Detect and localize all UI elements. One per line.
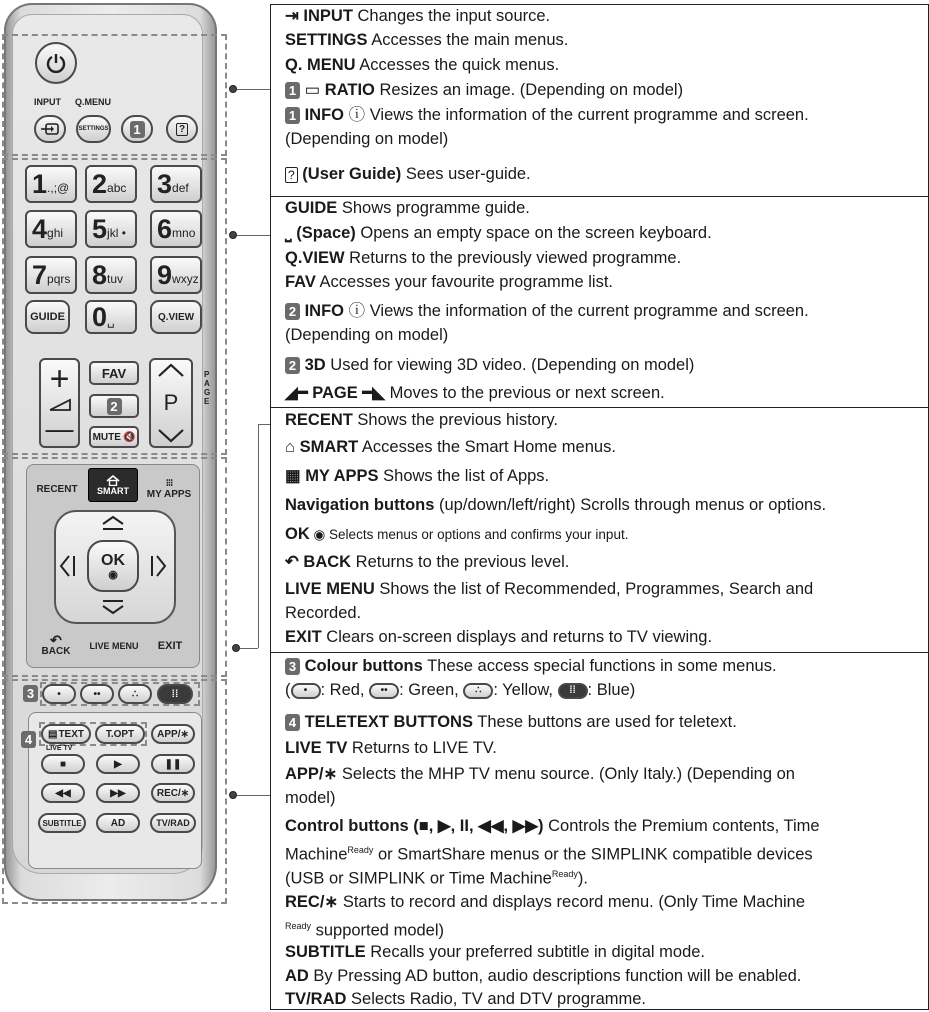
ok-text-icon: ◉ xyxy=(313,527,326,542)
number-button-6[interactable] xyxy=(150,210,202,248)
input-label: INPUT xyxy=(34,97,61,107)
tvrad-button[interactable]: TV/RAD xyxy=(150,813,196,833)
space-icon: ⎵ xyxy=(285,224,292,242)
green-dot-icon: •• xyxy=(93,688,101,700)
desc-fav: FAV Accesses your favourite programme list. xyxy=(285,273,613,291)
number-button-5[interactable] xyxy=(85,210,137,248)
desc-ad: AD By Pressing AD button, audio descriptions function will be enabled. xyxy=(285,967,802,985)
desc-teletext: 4 TELETEXT BUTTONS These buttons are used for teletext. xyxy=(285,712,737,732)
red-button[interactable] xyxy=(42,684,76,704)
nav-up-icon[interactable] xyxy=(100,514,126,532)
fastforward-button[interactable] xyxy=(96,783,140,803)
ratio-icon: ▭ xyxy=(304,81,321,99)
info-icon-2: ⓘ xyxy=(348,302,366,320)
power-icon xyxy=(45,52,67,74)
number-letters: pqrs xyxy=(47,272,71,286)
desc-smart: ⌂ SMART Accesses the Smart Home menus. xyxy=(285,438,616,456)
teletext-icon: ▤ xyxy=(47,728,58,740)
zero-digit: 0 xyxy=(92,301,107,332)
rec-button[interactable]: REC/∗ xyxy=(151,783,195,803)
input-arrow-icon: ⇥ xyxy=(285,7,299,25)
number-digit: 7 xyxy=(32,259,47,290)
guide-button[interactable]: GUIDE xyxy=(25,300,70,334)
leader-1 xyxy=(233,89,270,90)
livetv-label: LIVE TV xyxy=(46,745,73,752)
desc-myapps: ▦ MY APPS Shows the list of Apps. xyxy=(285,467,550,485)
number-letters: tuv xyxy=(107,272,124,286)
badge-4-tele: 4 xyxy=(285,714,300,731)
topt-button[interactable]: T.OPT xyxy=(95,724,145,744)
number-digit: 3 xyxy=(157,168,172,199)
mute-label: MUTE xyxy=(92,431,121,443)
power-button[interactable] xyxy=(35,42,77,84)
yellow-button[interactable] xyxy=(118,684,152,704)
number-letters: mno xyxy=(172,226,196,240)
input-icon xyxy=(40,123,60,135)
page-up-icon xyxy=(156,362,186,378)
rewind-button[interactable] xyxy=(41,783,85,803)
desc-page: ◢━ PAGE ━◣ Moves to the previous or next screen. xyxy=(285,384,665,402)
desc-livemenu-cont: Recorded. xyxy=(285,604,362,622)
pause-button[interactable] xyxy=(151,754,195,774)
livemenu-button[interactable]: LIVE MENU xyxy=(89,641,139,651)
smart-button[interactable] xyxy=(88,468,138,502)
desc-app-cont: model) xyxy=(285,789,336,807)
desc-colour: 3 Colour buttons These access special functions in some menus. xyxy=(285,656,777,676)
number-letters: jkl • xyxy=(107,226,126,240)
smart-label: SMART xyxy=(97,485,129,496)
desc-qmenu: Q. MENU Accesses the quick menus. xyxy=(285,56,560,74)
number-letters: wxyz xyxy=(172,272,199,286)
leader-dot-3 xyxy=(232,644,240,652)
number-letters: ghi xyxy=(47,226,64,240)
play-button[interactable] xyxy=(96,754,140,774)
text-label: TEXT xyxy=(58,728,84,740)
leader-3c xyxy=(258,424,270,425)
desc-user-guide: ? (User Guide) Sees user-guide. xyxy=(285,164,531,185)
page-side-label: PAGE xyxy=(204,370,211,406)
desc-info-2: 2 INFO ⓘ Views the information of the current programme and screen. xyxy=(285,301,809,321)
apps-grid-icon: ⁝⁝⁝ xyxy=(165,478,173,489)
stop-button[interactable] xyxy=(41,754,85,774)
ratio-info-button[interactable] xyxy=(121,115,153,143)
badge-1-ratio: 1 xyxy=(285,82,300,99)
fav-button[interactable]: FAV xyxy=(89,361,139,385)
ad-button[interactable]: AD xyxy=(96,813,140,833)
desc-control-cont2: (USB or SIMPLINK or Time Machine$^{Ready}$). xyxy=(285,869,588,888)
user-guide-text-icon: ? xyxy=(285,167,298,183)
desc-ok: OK ◉ Selects menus or options and confirms your input. xyxy=(285,525,629,543)
desc-space: ⎵ (Space) Opens an empty space on the screen keyboard. xyxy=(285,224,712,242)
desc-subtitle: SUBTITLE Recalls your preferred subtitle in digital mode. xyxy=(285,943,706,961)
badge-4: 4 xyxy=(21,731,36,748)
volume-rocker[interactable] xyxy=(39,358,80,448)
stop-icon: ■ xyxy=(59,758,67,770)
page-p-label: P xyxy=(163,390,179,415)
nav-down-icon[interactable] xyxy=(100,598,126,616)
ok-label: OK xyxy=(101,552,125,569)
yellow-dot-icon: ∴ xyxy=(131,688,139,700)
badge-2-info: 2 xyxy=(285,303,300,320)
desc-control: Control buttons (■, ▶, II, ◀◀, ▶▶) Controls the Premium contents, Time xyxy=(285,817,820,835)
badge-3-colour: 3 xyxy=(285,658,300,675)
nav-left-icon[interactable] xyxy=(58,553,76,579)
blue-button[interactable] xyxy=(157,684,193,704)
desc-info-1: 1 INFO ⓘ Views the information of the current programme and screen. xyxy=(285,105,809,125)
back-arrow-icon: ↶ xyxy=(50,631,62,648)
desc-3d: 2 3D Used for viewing 3D video. (Depending on model) xyxy=(285,355,694,375)
badge-1: 1 xyxy=(130,121,145,138)
number-button-9[interactable] xyxy=(150,256,202,294)
green-legend-icon: •• xyxy=(369,683,399,699)
number-digit: 5 xyxy=(92,213,107,244)
myapps-button[interactable] xyxy=(141,468,197,510)
page-rocker[interactable] xyxy=(149,358,193,448)
number-letters: .,;@ xyxy=(47,181,70,195)
number-button-2[interactable] xyxy=(85,165,137,203)
number-digit: 2 xyxy=(92,168,107,199)
number-digit: 4 xyxy=(32,213,47,244)
page-left-icon: ◢━ xyxy=(285,384,308,402)
desc-colour-list: ( • : Red, •• : Green, ∴ : Yellow, ⁞⁞ : Blue) xyxy=(285,681,636,699)
number-digit: 6 xyxy=(157,213,172,244)
number-button-7[interactable] xyxy=(25,256,77,294)
page-down-icon xyxy=(156,428,186,444)
user-guide-icon: ? xyxy=(176,123,188,136)
home-text-icon: ⌂ xyxy=(285,438,295,456)
back-button[interactable] xyxy=(29,626,83,664)
badge-2-3d: 2 xyxy=(285,357,300,374)
desc-rec: REC/∗ Starts to record and displays record menu. (Only Time Machine xyxy=(285,893,806,911)
myapps-label: MY APPS xyxy=(146,489,192,500)
number-button-1[interactable] xyxy=(25,165,77,203)
qmenu-label: Q.MENU xyxy=(75,97,111,107)
desc-tvrad: TV/RAD Selects Radio, TV and DTV programme. xyxy=(285,990,646,1008)
desc-recent: RECENT Shows the previous history. xyxy=(285,411,558,429)
zero-space: ␣ xyxy=(107,314,115,328)
mute-icon: 🔇 xyxy=(122,431,136,443)
fastforward-icon: ▶▶ xyxy=(110,787,126,799)
number-button-3[interactable] xyxy=(150,165,202,203)
nav-right-icon[interactable] xyxy=(150,553,168,579)
yellow-legend-icon: ∴ xyxy=(463,683,493,699)
text-button[interactable] xyxy=(41,724,91,744)
desc-exit: EXIT Clears on-screen displays and returns to TV viewing. xyxy=(285,628,713,646)
desc-livetv: LIVE TV Returns to LIVE TV. xyxy=(285,739,497,757)
volume-up-icon: + xyxy=(49,360,70,398)
home-icon xyxy=(106,475,120,486)
leader-3a xyxy=(240,648,258,649)
separator-3 xyxy=(271,652,929,653)
volume-icon xyxy=(48,398,72,412)
exit-button[interactable]: EXIT xyxy=(157,640,183,652)
separator-2 xyxy=(271,407,929,408)
subtitle-button[interactable]: SUBTITLE xyxy=(38,813,86,833)
apps-text-icon: ▦ xyxy=(285,467,301,485)
leader-dot-4 xyxy=(229,791,237,799)
page-right-icon: ━◣ xyxy=(362,384,385,402)
number-digit: 9 xyxy=(157,259,172,290)
desc-control-cont: Machine$^{Ready}$ or SmartShare menus or the SIMPLINK compatible devices xyxy=(285,845,813,864)
pause-icon: ❚❚ xyxy=(164,758,182,770)
zero-button[interactable] xyxy=(85,300,137,334)
desc-info-1-cont: (Depending on model) xyxy=(285,130,449,148)
red-legend-icon: • xyxy=(291,683,321,699)
info-icon: ⓘ xyxy=(348,106,366,124)
user-guide-button[interactable] xyxy=(166,115,198,143)
leader-2 xyxy=(233,235,270,236)
app-button[interactable]: APP/∗ xyxy=(151,724,195,744)
blue-legend-icon: ⁞⁞ xyxy=(558,683,588,699)
number-letters: def xyxy=(172,181,189,195)
desc-rec-cont: $^{Ready}$ supported model) xyxy=(285,921,445,940)
desc-navigation: Navigation buttons (up/down/left/right) Scrolls through menus or options. xyxy=(285,496,827,514)
badge-3: 3 xyxy=(23,685,38,702)
desc-qview: Q.VIEW Returns to the previously viewed programme. xyxy=(285,249,682,267)
recent-button[interactable]: RECENT xyxy=(36,483,78,495)
number-button-4[interactable] xyxy=(25,210,77,248)
back-label: BACK xyxy=(41,645,71,657)
desc-input: ⇥ INPUT Changes the input source. xyxy=(285,7,551,25)
desc-guide: GUIDE Shows programme guide. xyxy=(285,199,530,217)
desc-back: ↶ BACK Returns to the previous level. xyxy=(285,553,570,571)
leader-dot-1 xyxy=(229,85,237,93)
desc-info-2-cont: (Depending on model) xyxy=(285,326,449,344)
ok-dot-icon: ◉ xyxy=(108,569,118,581)
ok-button[interactable] xyxy=(87,540,139,592)
settings-button[interactable]: SETTINGS xyxy=(76,115,111,143)
mute-button[interactable] xyxy=(89,426,139,448)
badge-1-info: 1 xyxy=(285,107,300,124)
badge-2: 2 xyxy=(107,398,122,415)
leader-dot-2 xyxy=(229,231,237,239)
desc-app: APP/∗ Selects the MHP TV menu source. (Only Italy.) (Depending on xyxy=(285,765,795,783)
desc-livemenu: LIVE MENU Shows the list of Recommended, Programmes, Search and xyxy=(285,580,814,598)
number-button-8[interactable] xyxy=(85,256,137,294)
input-button[interactable] xyxy=(34,115,66,143)
separator-1 xyxy=(271,196,929,197)
desc-ratio: 1 ▭ RATIO Resizes an image. (Depending on model) xyxy=(285,80,683,100)
play-icon: ▶ xyxy=(114,758,122,770)
leader-4 xyxy=(233,795,270,796)
green-button[interactable] xyxy=(80,684,114,704)
number-letters: abc xyxy=(107,181,127,195)
back-text-icon: ↶ xyxy=(285,553,299,571)
leader-3b xyxy=(258,424,259,648)
rewind-icon: ◀◀ xyxy=(55,787,71,799)
info-3d-button[interactable] xyxy=(89,394,139,418)
volume-down-icon: — xyxy=(45,413,74,444)
blue-dot-icon: ⁞⁞ xyxy=(171,688,179,700)
qview-button[interactable]: Q.VIEW xyxy=(150,300,202,334)
desc-settings: SETTINGS Accesses the main menus. xyxy=(285,31,569,49)
red-dot-icon: • xyxy=(57,688,61,700)
number-digit: 8 xyxy=(92,259,107,290)
number-digit: 1 xyxy=(32,168,47,199)
